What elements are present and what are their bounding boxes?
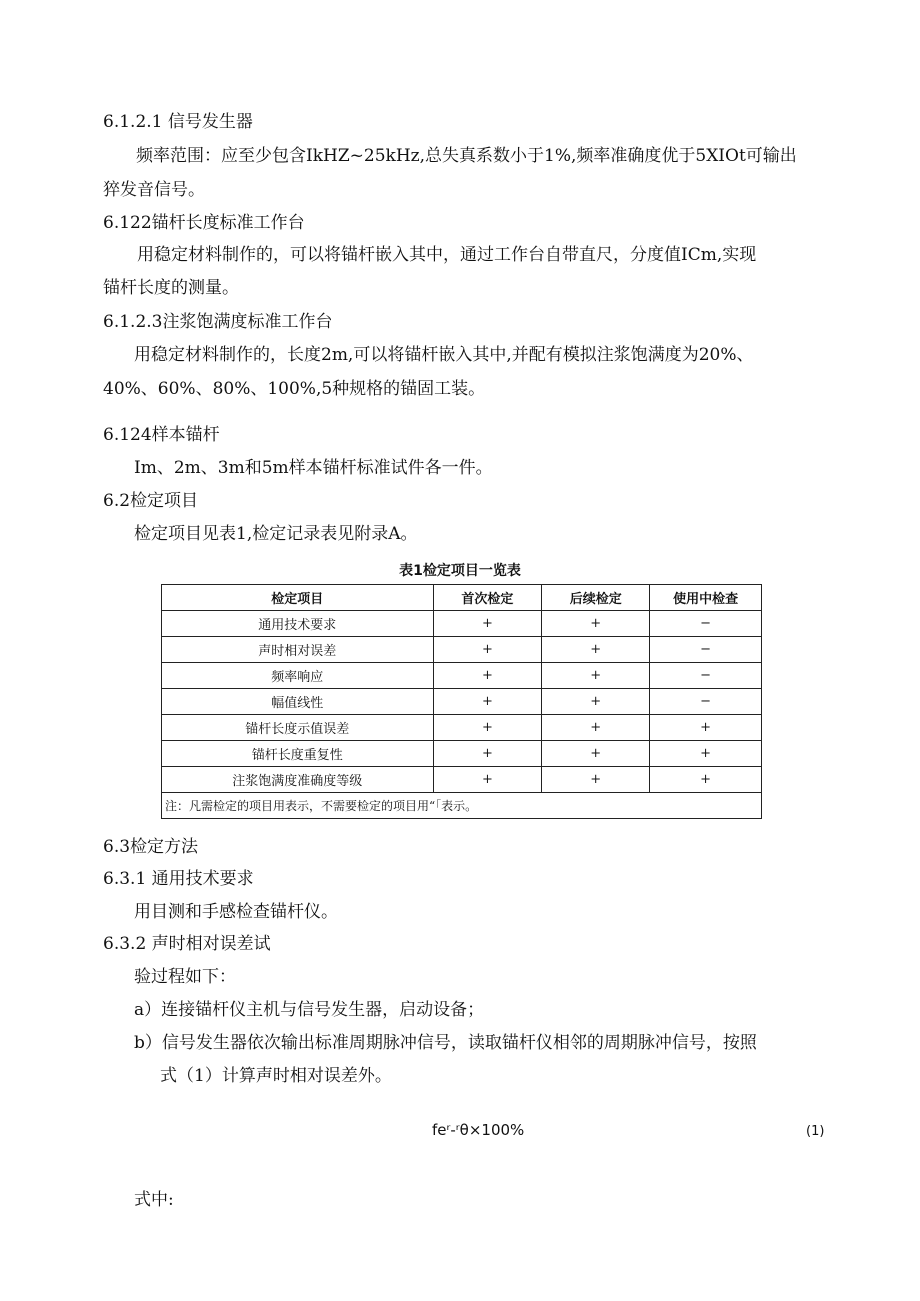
heading-6122: 6.122锚杆长度标准工作台 [103, 213, 305, 233]
formula: feʳ-ʳθ×100% [432, 1121, 525, 1139]
table-cell: + [433, 663, 542, 689]
table-cell: + [433, 741, 542, 767]
table-cell: − [650, 611, 762, 637]
table-cell: + [542, 715, 650, 741]
table-row [162, 715, 762, 741]
table-row [162, 689, 762, 715]
line-items-ref: 检定项目见表1,检定记录表见附录A。 [134, 524, 418, 544]
table-cell: + [542, 767, 650, 793]
table-cell: + [542, 741, 650, 767]
heading-631: 6.3.1 通用技术要求 [103, 869, 254, 889]
col-header: 后续检定 [542, 585, 650, 611]
step-a: a）连接锚杆仪主机与信号发生器，启动设备； [134, 1000, 485, 1020]
table-row [162, 741, 762, 767]
heading-62: 6.2检定项目 [103, 491, 199, 511]
heading-63: 6.3检定方法 [103, 837, 199, 857]
table-cell: − [650, 663, 762, 689]
col-header: 使用中检查 [650, 585, 762, 611]
line-where: 式中: [134, 1190, 174, 1210]
line-visual-check: 用目测和手感检查锚杆仪。 [134, 902, 338, 922]
table-cell: 通用技术要求 [162, 611, 434, 637]
table-note-row [162, 793, 762, 819]
verification-items-table [161, 584, 762, 819]
table-cell: + [650, 715, 762, 741]
table-header-row [162, 585, 762, 611]
line-6121: 6.1.2.1 信号发生器 [103, 112, 253, 132]
line-sample-bolts: Im、2m、3m和5m样本锚杆标准试件各一件。 [134, 458, 493, 478]
table-caption: 表1检定项目一览表 [399, 563, 521, 579]
col-header: 检定项目 [162, 585, 434, 611]
line-grout-bench-2: 40%、60%、80%、100%,5种规格的锚固工装。 [103, 379, 486, 399]
line-freq-range: 频率范围：应至少包含IkHZ~25kHz,总失真系数小于1%,频率准确度优于5XIOt可输出 [136, 146, 797, 166]
line-length-bench-2: 锚杆长度的测量。 [103, 278, 239, 298]
line-procedure-intro: 验过程如下： [134, 967, 236, 987]
table-cell: 锚杆长度示值误差 [162, 715, 434, 741]
table-cell: + [433, 611, 542, 637]
table-cell: + [433, 767, 542, 793]
table-cell: + [650, 767, 762, 793]
table-cell: + [542, 663, 650, 689]
table-row [162, 663, 762, 689]
table-cell: + [542, 637, 650, 663]
table-row [162, 611, 762, 637]
table-cell: + [433, 689, 542, 715]
table-cell: + [542, 689, 650, 715]
table-note: 注：凡需检定的项目用表示，不需要检定的项目用“「表示。 [162, 793, 762, 819]
table-cell: + [650, 741, 762, 767]
table-cell: + [433, 715, 542, 741]
table-cell: − [650, 637, 762, 663]
table-cell: 频率响应 [162, 663, 434, 689]
equation-number: (1) [806, 1124, 825, 1139]
table-cell: + [542, 611, 650, 637]
line-grout-bench-1: 用稳定材料制作的，长度2m,可以将锚杆嵌入其中,并配有模拟注浆饱满度为20%、 [134, 345, 754, 365]
table-cell: − [650, 689, 762, 715]
table-row [162, 637, 762, 663]
col-header: 首次检定 [433, 585, 542, 611]
line-burst: 猝发音信号。 [103, 180, 205, 200]
table-cell: 幅值线性 [162, 689, 434, 715]
heading-632: 6.3.2 声时相对误差试 [103, 934, 271, 954]
table-cell: 声时相对误差 [162, 637, 434, 663]
step-b-1: b）信号发生器依次输出标准周期脉冲信号，读取锚杆仪相邻的周期脉冲信号，按照 [134, 1033, 757, 1053]
table-cell: + [433, 637, 542, 663]
heading-6124: 6.124样本锚杆 [103, 425, 220, 445]
table-cell: 锚杆长度重复性 [162, 741, 434, 767]
heading-6123: 6.1.2.3注浆饱满度标准工作台 [103, 312, 333, 332]
table-row [162, 767, 762, 793]
table-cell: 注浆饱满度准确度等级 [162, 767, 434, 793]
step-b-2: 式（1）计算声时相对误差外。 [160, 1066, 392, 1086]
line-length-bench-1: 用稳定材料制作的，可以将锚杆嵌入其中，通过工作台自带直尺，分度值ICm,实现 [137, 245, 757, 265]
